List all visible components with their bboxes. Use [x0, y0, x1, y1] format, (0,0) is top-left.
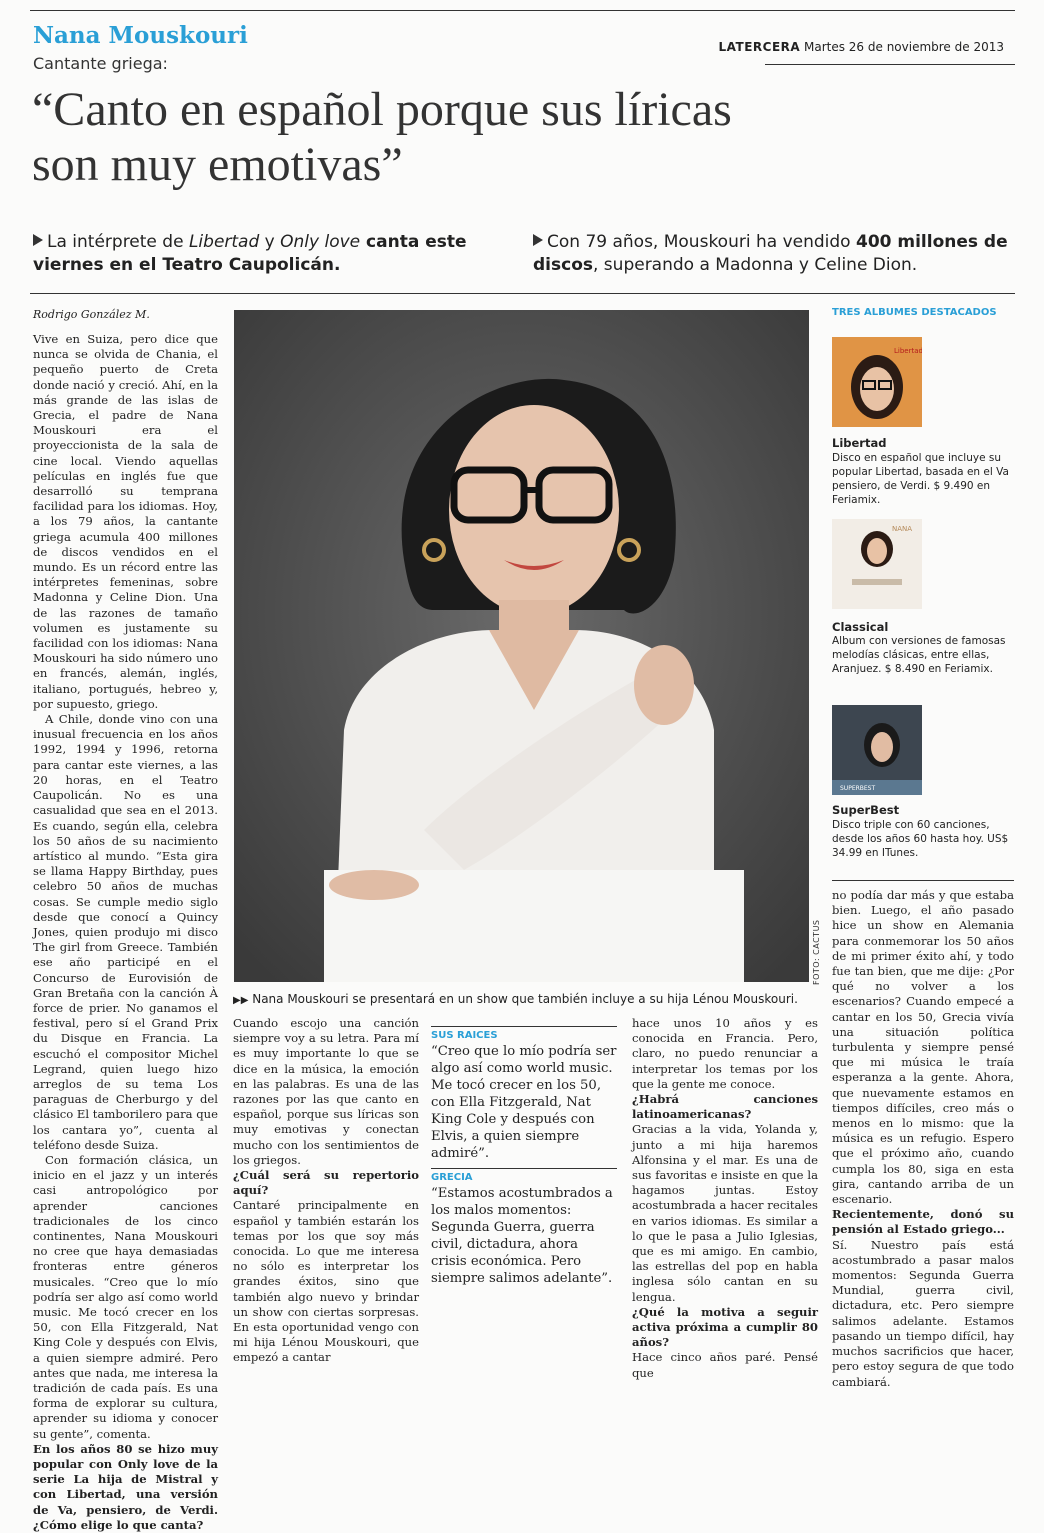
pull-quote: “Estamos acostumbrados a los malos momentos: Segunda Guerra, guerra civil, dictadura, ahora crisis económica. Pero siempre salimos adelante”.	[431, 1186, 613, 1286]
double-arrow-icon: ▶▶	[233, 995, 249, 1006]
question: ¿Habrá canciones latinoamericanas?	[632, 1092, 818, 1122]
sidebar-bottom-rule	[832, 880, 1014, 881]
paragraph: Gracias a la vida, Yolanda y, junto a mi hija haremos Alfonsina y el mar. Es una de sus favoritas e insiste en que la hagamos juntas. Estoy acostumbrada a hacer recitales en varios idiomas. Es similar a lo que le pasa a Julio Iglesias, que es mi amigo. En cambio, las estrellas del pop en habla inglesa sólo cantan en su lengua.	[632, 1122, 818, 1304]
svg-text:Libertad: Libertad	[894, 347, 922, 355]
masthead	[719, 40, 1004, 54]
question: ¿Qué la motiva a seguir activa próxima a cumplir 80 años?	[632, 1304, 818, 1350]
triangle-bullet-icon	[533, 234, 543, 246]
box-rule-middle	[431, 1168, 617, 1169]
column-4	[632, 1016, 818, 1381]
sidebar-title: TRES ALBUMES DESTACADOS	[832, 307, 997, 318]
paragraph: Cantaré principalmente en español y también estarán los temas por los que soy más conocida. Lo que me interesa no sólo es interpretar los grandes éxitos, sino que también algo nuevo y brindar un show con ciertas sorpresas. En esta oportunidad vengo con mi hija Lénou Mouskouri, que empezó a cantar	[233, 1198, 419, 1365]
album-title: Classical	[832, 620, 889, 634]
album-art-icon	[832, 705, 922, 795]
section-rule	[30, 293, 1015, 294]
album-description: Disco en español que incluye su popular Libertad, basada en el Va pensiero, de Verdi. $ 9.490 en Feriamix.	[832, 452, 1009, 506]
masthead-date: Martes 26 de noviembre de 2013	[804, 40, 1004, 54]
masthead-rule	[765, 64, 1015, 65]
photo-caption: ▶▶ Nana Mouskouri se presentará en un show que también incluye a su hija Lénou Mouskouri.	[233, 992, 798, 1006]
paragraph: Cuando escojo una canción siempre voy a su letra. Para mí es muy importante lo que se dice en la música, la emoción en las palabras. Es una de las razones por las que canto en español, porque sus líricas son muy emotivas y conectan mucho con los sentimientos de los griegos.	[233, 1016, 419, 1167]
album-art-icon	[832, 519, 922, 609]
album-title: SuperBest	[832, 803, 900, 817]
album-description: Disco triple con 60 canciones, desde los años 60 hasta hoy. US$ 34.99 en ITunes.	[832, 819, 1009, 859]
top-rule	[30, 10, 1015, 11]
subkicker: Cantante griega:	[33, 54, 168, 73]
album-cover-classical	[832, 519, 922, 609]
album-art-icon	[832, 337, 922, 427]
paragraph: A Chile, donde vino con una inusual frecuencia en los años 1992, 1994 y 1996, retorna para cantar este viernes, a las 20 horas, en el Teatro Caupolicán. No es una casualidad que sea en el 2013. Es cuando, según ella, celebra los 50 años de su nacimiento artístico al mundo. “Esta gira se llama Happy Birthday, pues celebro 50 años de muchas cosas. Se cumple medio siglo desde que conocí a Quincy Jones, quien produjo mi disco The girl from Greece. También ese año participé en el Concurso de Eurovisión de Gran Bretaña con la canción À force de prier. No ganamos el festival, pero sí el Grand Prix du Disque en Francia. La escuchó el compositor Michel Legrand, quien luego hizo arreglos de su tema Los paraguas de Cherburgo y del clásico El tamborilero para que los cantara yo”, cuenta al teléfono desde Suiza.	[33, 712, 219, 1152]
box-rule-top	[431, 1026, 617, 1027]
album-cover-superbest	[832, 705, 922, 795]
paragraph: hace unos 10 años y es conocida en Francia. Pero, claro, no puedo renunciar a interpretar los temas por los que la gente me conoce.	[632, 1016, 818, 1091]
pull-quote: “Creo que lo mío podría ser algo así como world music. Me tocó crecer en los 50, con Ella Fitzgerald, Nat King Cole y después con Elvis, a quien siempre admiré”.	[431, 1044, 617, 1161]
portrait-illustration	[234, 310, 809, 982]
column-5	[832, 888, 1014, 1390]
paragraph: Hace cinco años paré. Pensé que	[632, 1350, 818, 1380]
box-label: GRECIA	[431, 1172, 473, 1183]
byline: Rodrigo González M.	[33, 308, 150, 321]
question: ¿Cuál será su repertorio aquí?	[233, 1168, 419, 1198]
album-title: Libertad	[832, 436, 887, 450]
album-description: Album con versiones de famosas melodías clásicas, entre ellas, Aranjuez. $ 8.490 en Feriamix.	[832, 635, 1006, 675]
masthead-brand: LATERCERA	[718, 40, 801, 54]
triangle-bullet-icon	[33, 234, 43, 246]
album-cover-libertad	[832, 337, 922, 427]
question: En los años 80 se hizo muy popular con Only love de la serie La hija de Mistral y con Libertad, una versión de Va, pensiero, de Verdi. ¿Cómo elige lo que canta?	[33, 1441, 218, 1532]
box-label: SUS RAICES	[431, 1030, 498, 1041]
paragraph: Vive en Suiza, pero dice que nunca se olvida de Chania, el pequeño puerto de Creta donde nació y creció. Ahí, en la más grande de las islas de Grecia, el padre de Nana Mouskouri era el proyeccionista de la sala de cine local. Viendo aquellas películas en inglés fue que desarrolló su temprana facilidad para los idiomas. Hoy, a los 79 años, la cantante griega acumula 400 millones de discos vendidos en el mundo. Es un récord entre las intérpretes femeninas, sobre Madonna y Celine Dion. Una de las razones de tamaño volumen es justamente su facilidad con los idiomas: Nana Mouskouri ha sido número uno en francés, alemán, inglés, italiano, portugués, hebreo y, por supuesto, griego.	[33, 332, 218, 711]
deck-right: Con 79 años, Mouskouri ha vendido 400 millones de discos, superando a Madonna y Celine Dion.	[533, 232, 1008, 275]
question: Recientemente, donó su pensión al Estado griego...	[832, 1207, 1014, 1237]
paragraph: Sí. Nuestro país está acostumbrado a pasar malos momentos: Segunda Guerra Mundial, guerra civil, dictadura, etc. Pero siempre salimos adelante. Estamos pasando un tiempo difícil, hay muchos sacrificios que hacer, pero estoy segura de que todo cambiará.	[832, 1237, 1014, 1389]
svg-text:SUPERBEST: SUPERBEST	[840, 785, 876, 792]
paragraph: Con formación clásica, un inicio en el jazz y un interés casi antropológico por aprender canciones tradicionales de los cinco continentes, Nana Mouskouri no cree que haya demasiadas fronteras entre géneros musicales. “Creo que lo mío podría ser algo así como world music. Me tocó crecer en los 50, con Ella Fitzgerald, Nat King Cole y después con Elvis, a quien siempre admiré. Pero antes que nada, me interesa la tradición de cada país. Es una forma de explorar su cultura, aprender su idioma y conocer su gente”, comenta.	[33, 1152, 218, 1441]
column-2	[233, 1016, 419, 1366]
portrait-photo	[234, 310, 809, 982]
deck-left: La intérprete de Libertad y Only love canta este viernes en el Teatro Caupolicán.	[33, 232, 467, 275]
svg-text:NANA: NANA	[892, 525, 913, 533]
kicker: Nana Mouskouri	[33, 22, 248, 49]
quote-box-roots	[431, 1030, 617, 1162]
column-1	[33, 332, 218, 1533]
paragraph: no podía dar más y que estaba bien. Luego, el año pasado hice un show en Alemania para conmemorar los 50 años de mi primer éxito ahí, y todo fue tan bien, que me dije: ¿Por qué no volver a los escenarios? Cuando empecé a cantar en los 50, Grecia vivía una situación política turbulenta y siempre pensé que mi música le traía esperanza a la gente. Ahora, que nuevamente estamos en tiempos difíciles, creo más o menos en lo mismo: que la música es un refugio. Espero que el próximo año, cuando cumpla los 80, siga en esta gira, cantando arriba de un escenario.	[832, 888, 1014, 1207]
photo-credit: FOTO: CACTUS	[812, 919, 821, 985]
headline: “Canto en español porque sus líricas son muy emotivas”	[32, 83, 732, 191]
quote-box-greece	[431, 1172, 617, 1287]
